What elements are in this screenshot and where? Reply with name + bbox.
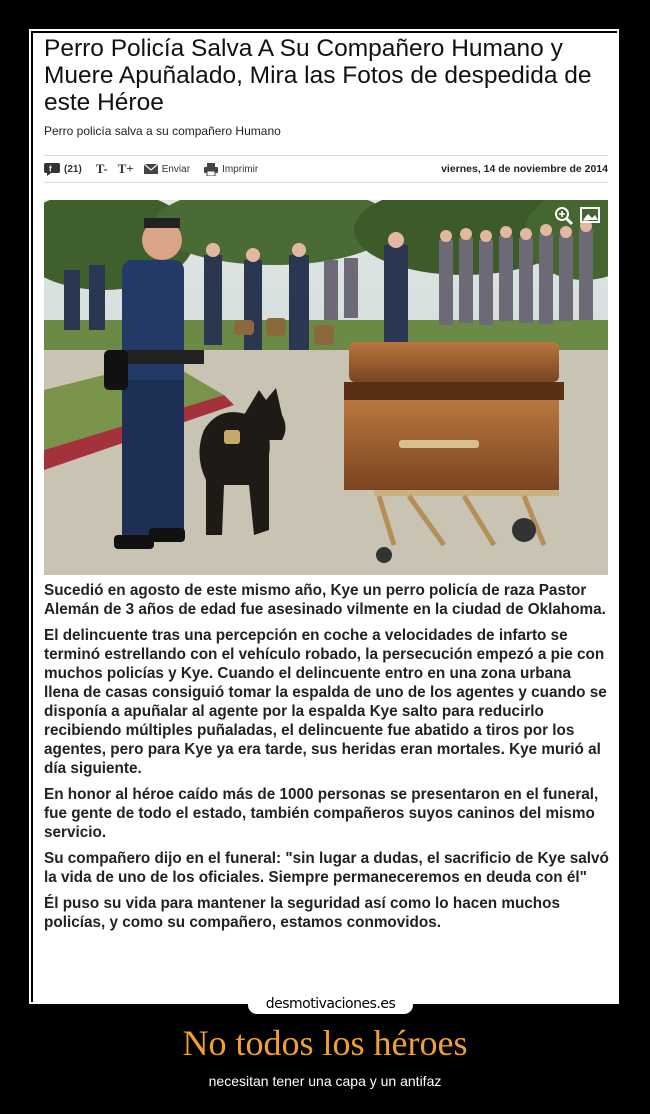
article-body — [44, 581, 610, 939]
send-label: Enviar — [161, 163, 191, 175]
photo-tools — [554, 206, 600, 226]
article-paragraph: Su compañero dijo en el funeral: "sin lugar a dudas, el sacrificio de Kye salvó la vida de uno de los oficiales. Siempre permaneceremos en deuda con él" — [44, 850, 609, 886]
article-headline: Perro Policía Salva A Su Compañero Humano y Muere Apuñalado, Mira las Fotos de despedida de este Héroe — [44, 35, 592, 116]
article-paragraph: Sucedió en agosto de este mismo año, Kye un perro policía de raza Pastor Alemán de 3 años de edad fue asesinado vilmente en la ciudad de Oklahoma. — [44, 582, 606, 618]
print-button[interactable] — [204, 163, 258, 176]
zoom-icon[interactable] — [554, 206, 574, 226]
article-card — [33, 33, 617, 1002]
facebook-comment-icon — [44, 163, 60, 176]
article-paragraph: En honor al héroe caído más de 1000 personas se presentaron en el funeral, fue gente de todo el estado, también compañeros suyos caninos del mismo servicio. — [44, 786, 599, 841]
article-paragraph: Él puso su vida para mantener la seguridad así como lo hacen muchos policías, y como su compañero, estamos conmovidos. — [44, 895, 560, 931]
poster-title: No todos los héroes — [182, 1023, 468, 1063]
font-larger-button[interactable]: T+ — [117, 161, 134, 176]
print-label: Imprimir — [222, 163, 259, 175]
send-button[interactable] — [144, 164, 190, 175]
poster-subtitle: necesitan tener una capa y un antifaz — [208, 1073, 442, 1089]
comments-button[interactable] — [44, 163, 82, 176]
article-date: viernes, 14 de noviembre de 2014 — [441, 163, 608, 175]
printer-icon — [204, 163, 218, 176]
article-paragraph: El delincuente tras una percepción en coche a velocidades de infarto se terminó estrellando con el vehículo robado, la persecución empezó a pie con muchos policías y Kye. Cuando el delincuente entro en una zona urbana llena de casas consiguió tomar la espalda de uno de los agentes y cuando se disponía a apuñalar al agente por la espalda Kye salto para reducirlo recibiendo múltiples puñaladas, el delincuente fue abatido a tiros por los agentes, pero para Kye ya era tarde, sus heridas eran mortales. Kye murió al día siguiente. — [44, 627, 607, 777]
article-toolbar — [44, 155, 608, 183]
envelope-icon — [144, 164, 158, 174]
gallery-icon[interactable] — [580, 206, 600, 224]
funeral-photo — [44, 200, 608, 575]
comments-count: (21) — [64, 163, 82, 175]
font-smaller-button[interactable]: T- — [95, 161, 108, 176]
svg-text:f: f — [49, 164, 52, 173]
article-subtitle: Perro policía salva a su compañero Humano — [44, 124, 281, 138]
site-watermark: desmotivaciones.es — [248, 996, 413, 1014]
